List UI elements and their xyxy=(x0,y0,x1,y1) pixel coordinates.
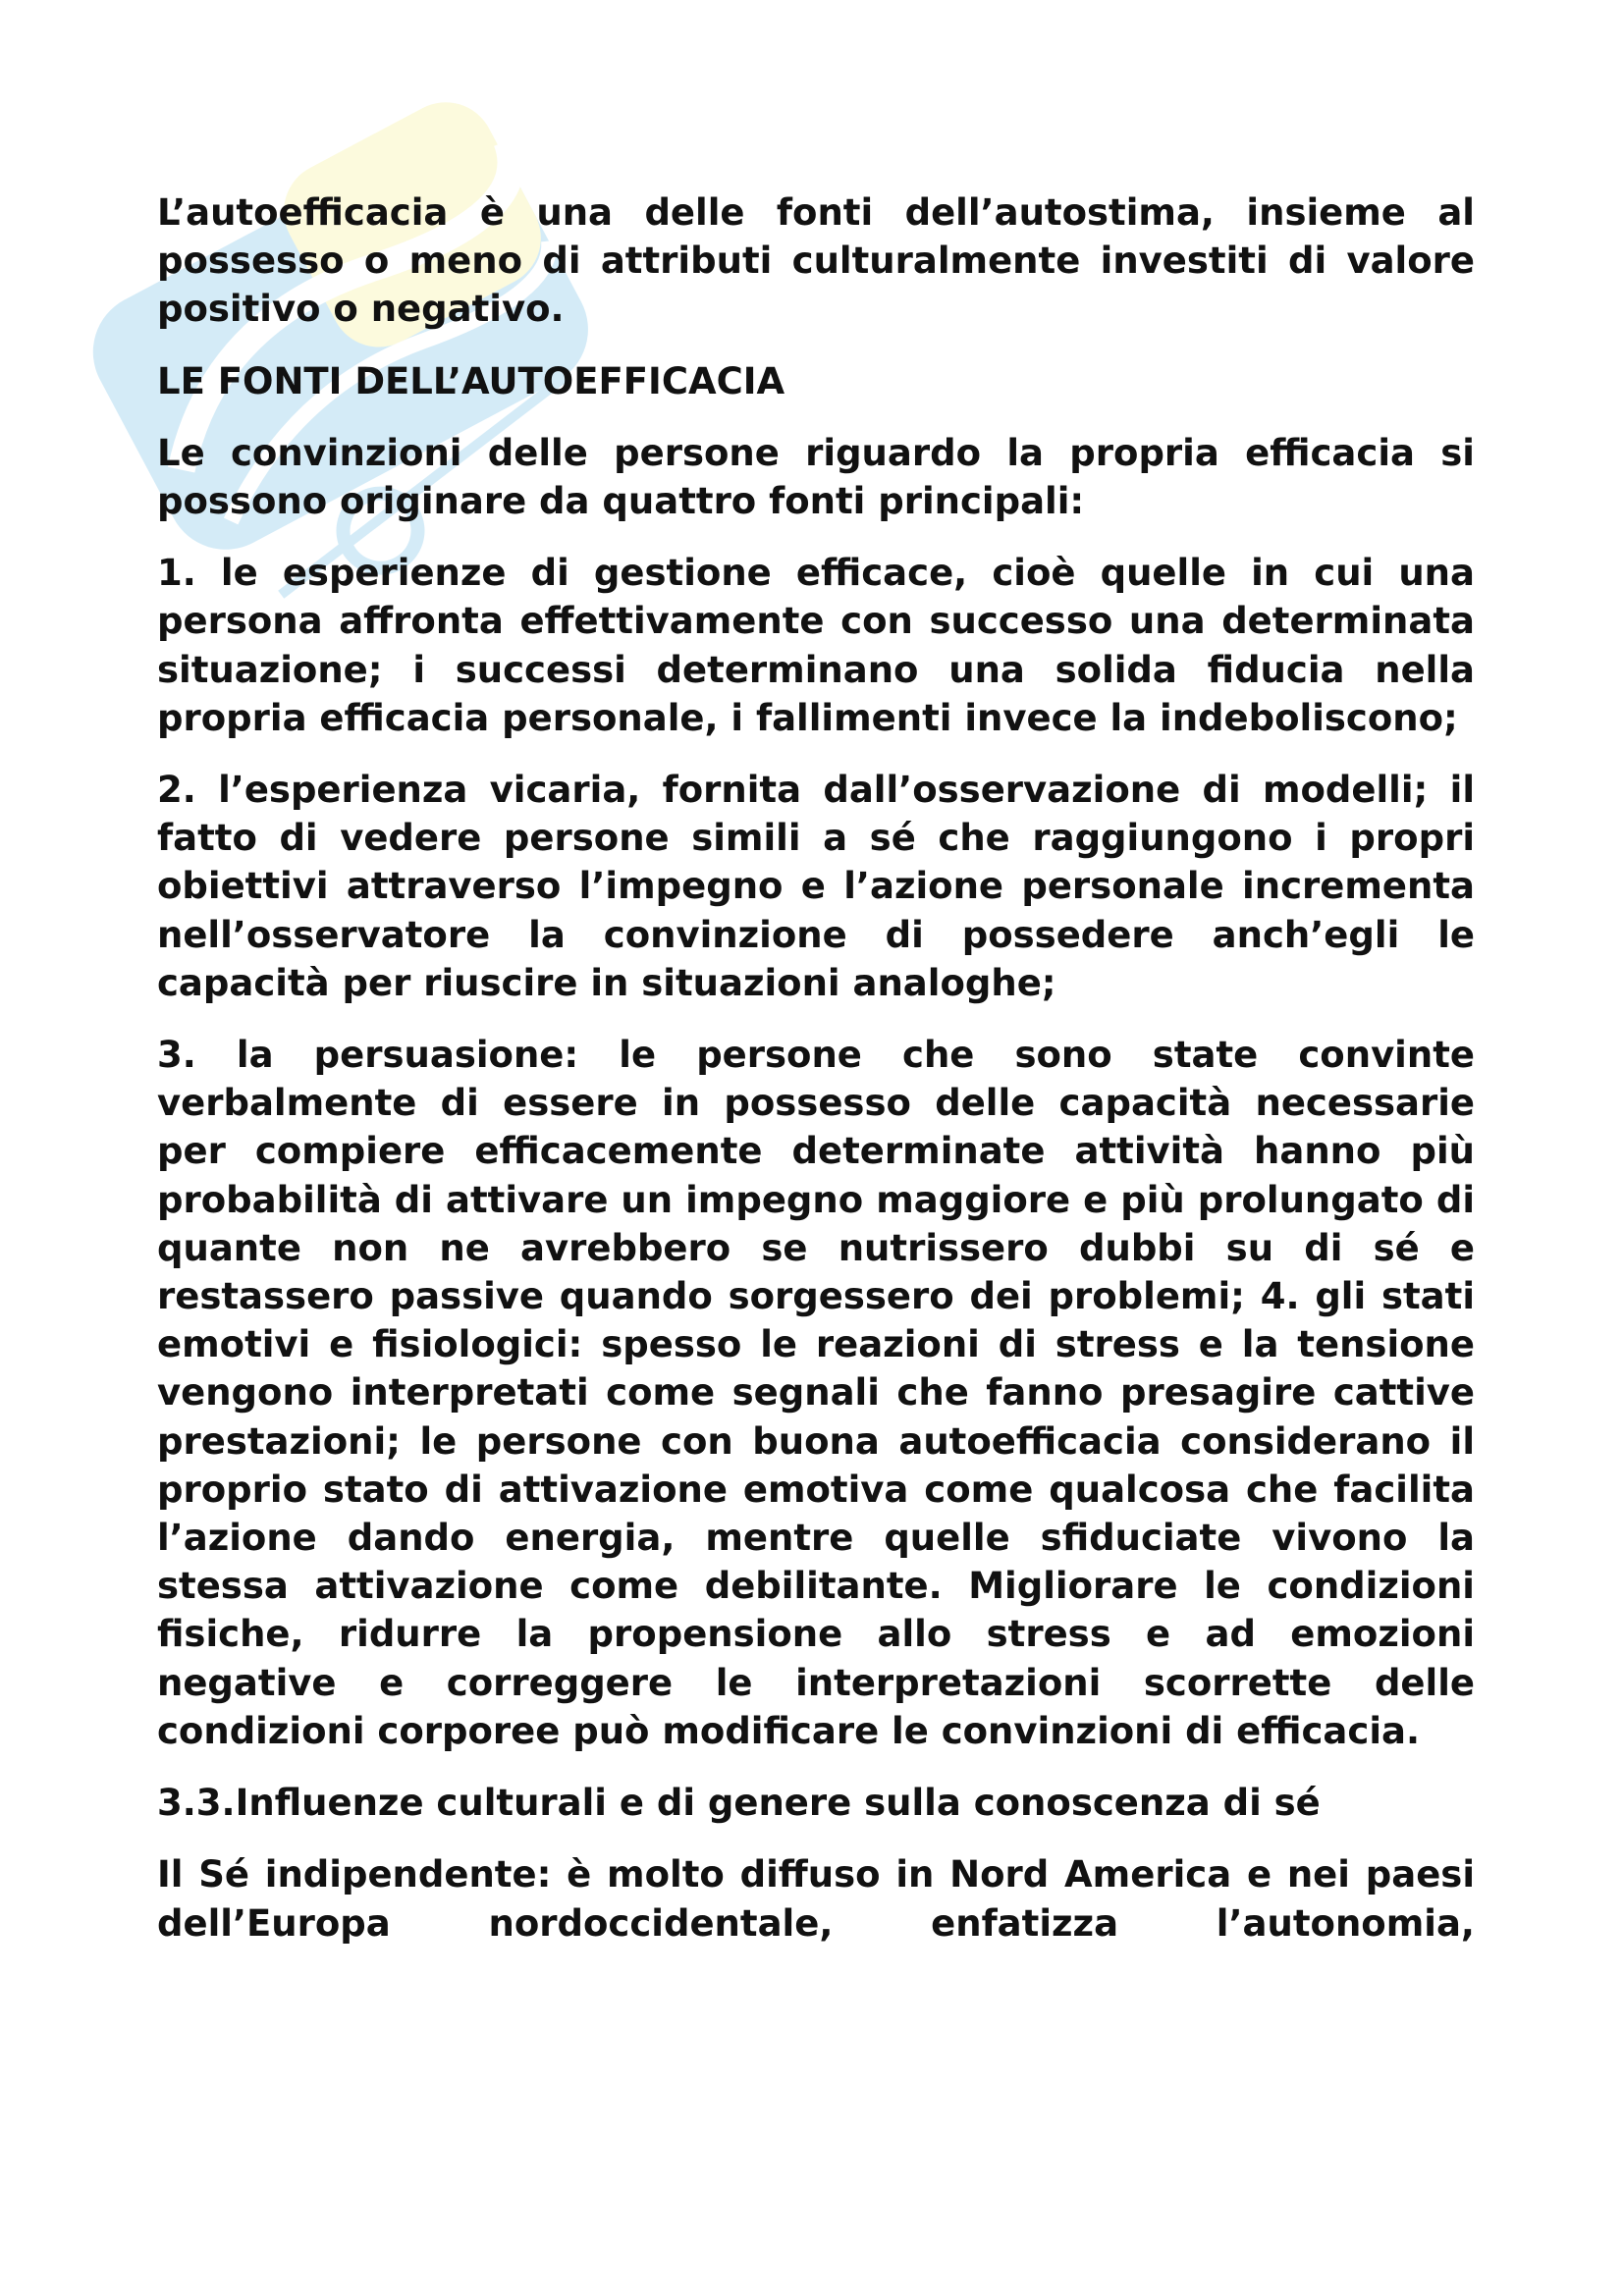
subsection-heading: 3.3.Influenze culturali e di genere sulla conoscenza di sé xyxy=(157,1782,1321,1825)
sources-intro-paragraph: Le convinzioni delle persone riguardo la propria efficacia si possono originare da quattro fonti principali: xyxy=(157,431,1475,523)
list-item-2: 2. l’esperienza vicaria, fornita dall’osservazione di modelli; il fatto di vedere persone simili a sé che raggiungono i propri obiettivi attraverso l’impegno e l’azione personale incrementa nell’osservatore la convinzione di possedere anch’egli le capacità per riuscire in situazioni analoghe; xyxy=(157,769,1475,1004)
section-heading: LE FONTI DELL’AUTOEFFICACIA xyxy=(157,359,785,402)
intro-paragraph: L’autoefficacia è una delle fonti dell’autostima, insieme al possesso o meno di attributi culturalmente investiti di valore positivo o negativo. xyxy=(157,191,1475,331)
list-item-3-4: 3. la persuasione: le persone che sono state convinte verbalmente di essere in possesso delle capacità necessarie per compiere efficacemente determinate attività hanno più probabilità di attivare un impegno maggiore e più prolungato di quante non ne avrebbero se nutrissero dubbi su di sé e restassero passive quando sorgessero dei problemi; 4. gli stati emotivi e fisiologici: spesso le reazioni di stress e la tensione vengono interpretati come segnali che fanno presagire cattive prestazioni; le persone con buona autoefficacia considerano il proprio stato di attivazione emotiva come qualcosa che facilita l’azione dando energia, mentre quelle sfiduciate vivono la stessa attivazione come debilitante. Migliorare le condizioni fisiche, ridurre la propensione allo stress e ad emozioni negative e correggere le interpretazioni scorrette delle condizioni corporee può modificare le convinzioni di efficacia. xyxy=(157,1034,1475,1752)
list-item-1: 1. le esperienze di gestione efficace, cioè quelle in cui una persona affronta effettivamente con successo una determinata situazione; i successi determinano una solida fiducia nella propria efficacia personale, i fallimenti invece la indeboliscono; xyxy=(157,552,1475,739)
independent-self-paragraph: Il Sé indipendente: è molto diffuso in Nord America e nei paesi dell’Europa nordoccidentale, enfatizza l’autonomia, xyxy=(157,1853,1475,1945)
document-body xyxy=(157,188,1475,1948)
